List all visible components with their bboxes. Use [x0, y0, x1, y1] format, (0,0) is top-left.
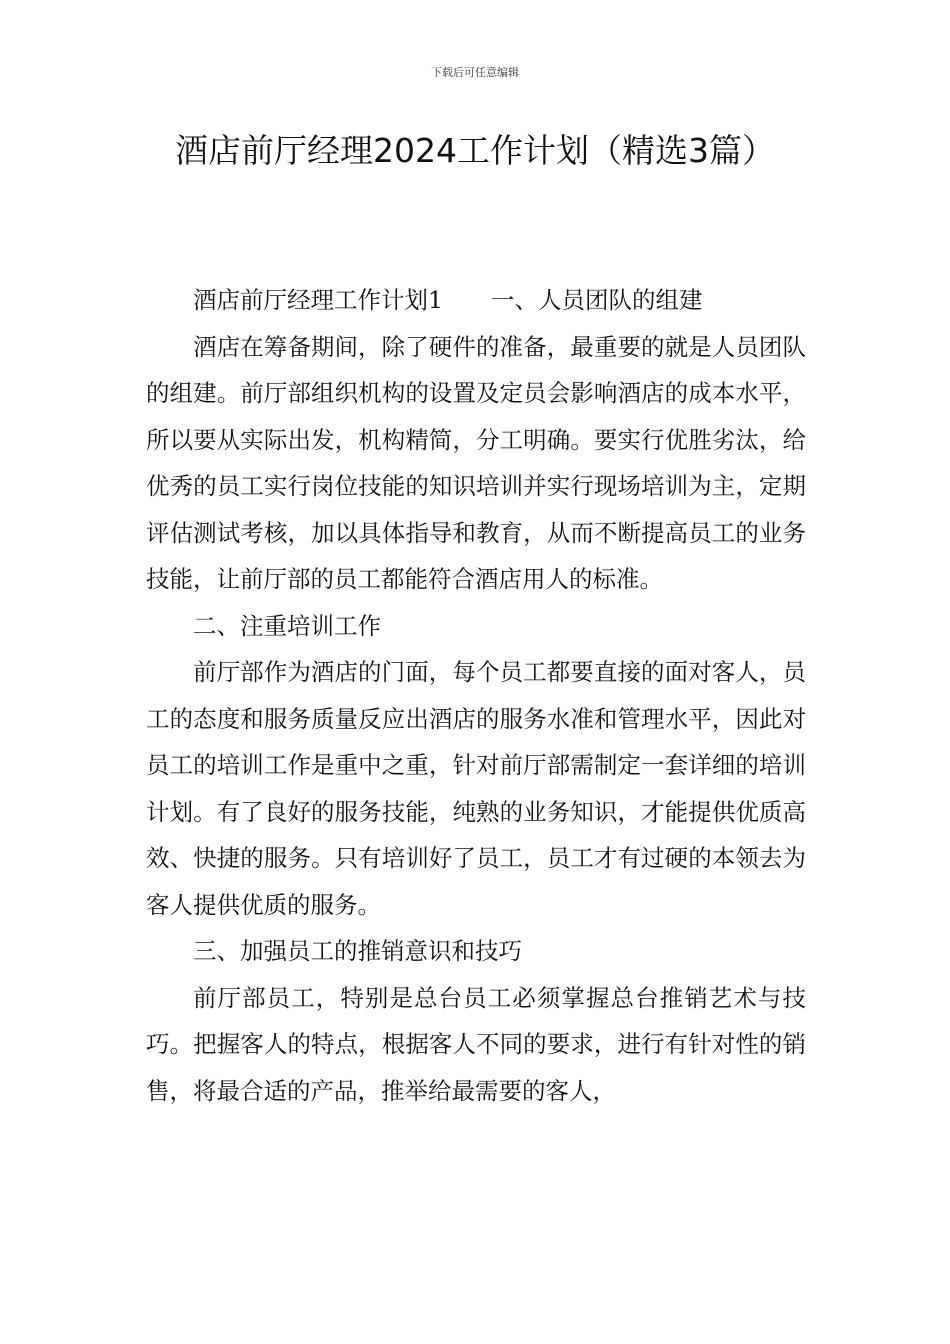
- section-3-heading: 三、加强员工的推销意识和技巧: [193, 937, 522, 965]
- section-2-heading: 二、注重培训工作: [193, 611, 381, 640]
- article-heading-line: [146, 277, 806, 324]
- download-editable-note: 下载后可任意编辑: [431, 66, 519, 79]
- paragraph-1: 酒店在筹备期间，除了硬件的准备，最重要的就是人员团队的组建。前厅部组织机构的设置及定员会影响酒店的成本水平，所以要从实际出发，机构精简，分工明确。要实行优胜劣汰，给优秀的员工实行岗位技能的知识培训并实行现场培训为主，定期评估测试考核，加以具体指导和教育，从而不断提高员工的业务技能，让前厅部的员工都能符合酒店用人的标准。: [146, 332, 806, 593]
- paragraph-3: 前厅部员工，特别是总台员工必须掌握总台推销艺术与技巧。把握客人的特点，根据客人不同的要求，进行有针对性的销售，将最合适的产品，推举给最需要的客人，: [146, 983, 806, 1105]
- article-label: 酒店前厅经理工作计划1: [193, 286, 443, 314]
- section-1-heading: 一、人员团队的组建: [490, 286, 703, 314]
- paragraph-2: 前厅部作为酒店的门面，每个员工都要直接的面对客人，员工的态度和服务质量反应出酒店的服务水准和管理水平，因此对员工的培训工作是重中之重，针对前厅部需制定一套详细的培训计划。有了良好的服务技能，纯熟的业务知识，才能提供优质高效、快捷的服务。只有培训好了员工，员工才有过硬的本领去为客人提供优质的服务。: [146, 658, 806, 919]
- document-body: [146, 277, 806, 1114]
- document-title: 酒店前厅经理2024工作计划（精选3篇）: [175, 131, 775, 170]
